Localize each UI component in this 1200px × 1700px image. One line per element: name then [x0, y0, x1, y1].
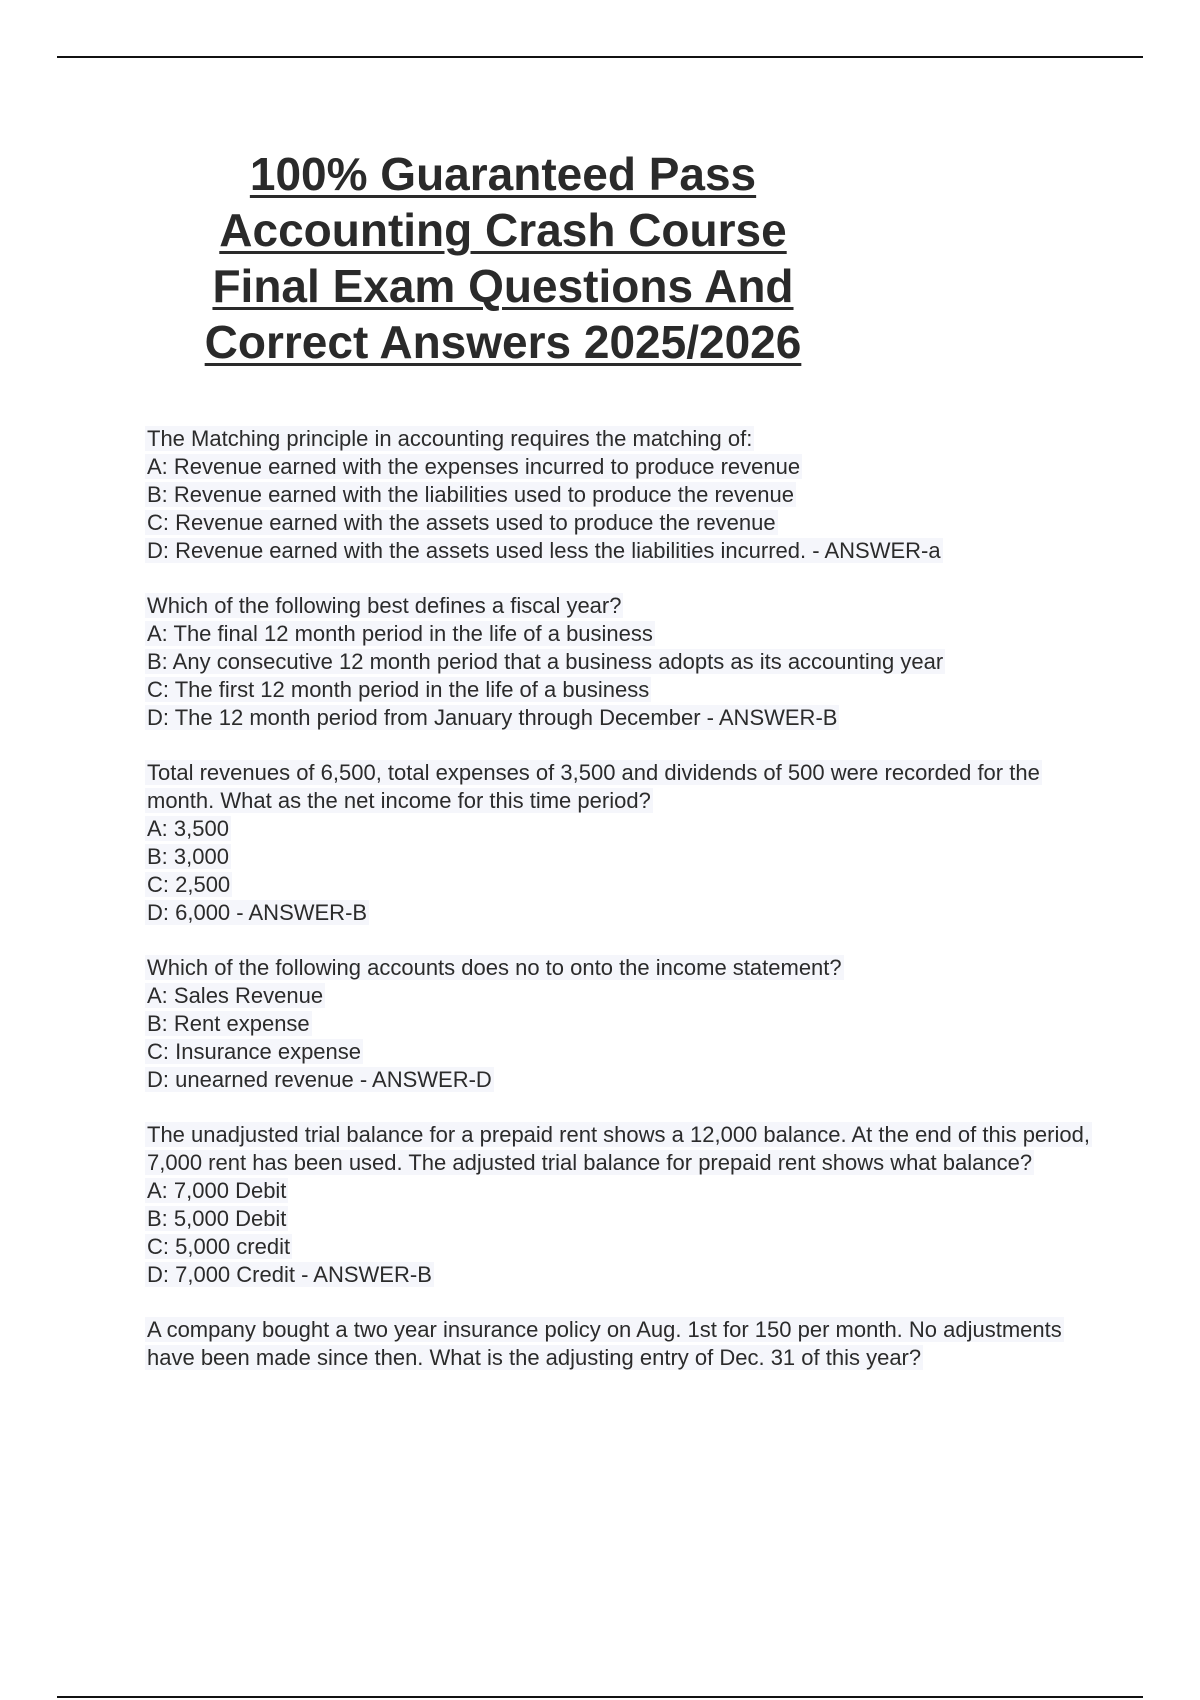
question-block: [145, 954, 1095, 1094]
option-b: B: 3,000: [147, 844, 229, 869]
question-block: [145, 759, 1095, 927]
option-c: C: Revenue earned with the assets used to produce the revenue: [147, 510, 776, 535]
bottom-rule: [57, 1696, 1143, 1698]
option-d-answer: D: 7,000 Credit - ANSWER-B: [147, 1262, 432, 1287]
option-b: B: 5,000 Debit: [147, 1206, 287, 1231]
option-a: A: The final 12 month period in the life of a business: [147, 621, 653, 646]
question-text: A company bought a two year insurance policy on Aug. 1st for 150 per month. No adjustments have been made since then. What is the adjusting entry of Dec. 31 of this year?: [147, 1317, 1062, 1370]
option-a: A: Revenue earned with the expenses incurred to produce revenue: [147, 454, 801, 479]
title-line: Final Exam Questions And: [212, 260, 794, 312]
question-text: Which of the following best defines a fiscal year?: [147, 593, 622, 618]
option-d-answer: D: The 12 month period from January through December - ANSWER-B: [147, 705, 838, 730]
question-block: [145, 425, 1095, 565]
question-block: [145, 1121, 1095, 1289]
option-b: B: Rent expense: [147, 1011, 310, 1036]
option-a: A: Sales Revenue: [147, 983, 324, 1008]
option-d-answer: D: unearned revenue - ANSWER-D: [147, 1067, 492, 1092]
option-d-answer: D: 6,000 - ANSWER-B: [147, 900, 368, 925]
top-rule: [57, 56, 1143, 58]
option-c: C: Insurance expense: [147, 1039, 362, 1064]
question-text: The unadjusted trial balance for a prepaid rent shows a 12,000 balance. At the end of this period, 7,000 rent has been used. The adjusted trial balance for prepaid rent shows what balance?: [147, 1122, 1090, 1175]
option-a: A: 7,000 Debit: [147, 1178, 287, 1203]
question-text: The Matching principle in accounting requires the matching of:: [147, 426, 753, 451]
option-b: B: Any consecutive 12 month period that a business adopts as its accounting year: [147, 649, 944, 674]
title-line: 100% Guaranteed Pass: [249, 148, 757, 200]
title-line: Correct Answers 2025/2026: [204, 316, 802, 368]
page-title: [150, 146, 856, 370]
option-c: C: 5,000 credit: [147, 1234, 291, 1259]
question-block: [145, 1316, 1095, 1372]
option-b: B: Revenue earned with the liabilities used to produce the revenue: [147, 482, 794, 507]
option-a: A: 3,500: [147, 816, 229, 841]
option-d-answer: D: Revenue earned with the assets used less the liabilities incurred. - ANSWER-a: [147, 538, 941, 563]
option-c: C: 2,500: [147, 872, 231, 897]
title-line: Accounting Crash Course: [219, 204, 787, 256]
option-c: C: The first 12 month period in the life of a business: [147, 677, 650, 702]
questions-list: [145, 425, 1095, 1399]
question-block: [145, 592, 1095, 732]
question-text: Total revenues of 6,500, total expenses of 3,500 and dividends of 500 were recorded for the month. What as the net income for this time period?: [147, 760, 1040, 813]
question-text: Which of the following accounts does no to onto the income statement?: [147, 955, 842, 980]
